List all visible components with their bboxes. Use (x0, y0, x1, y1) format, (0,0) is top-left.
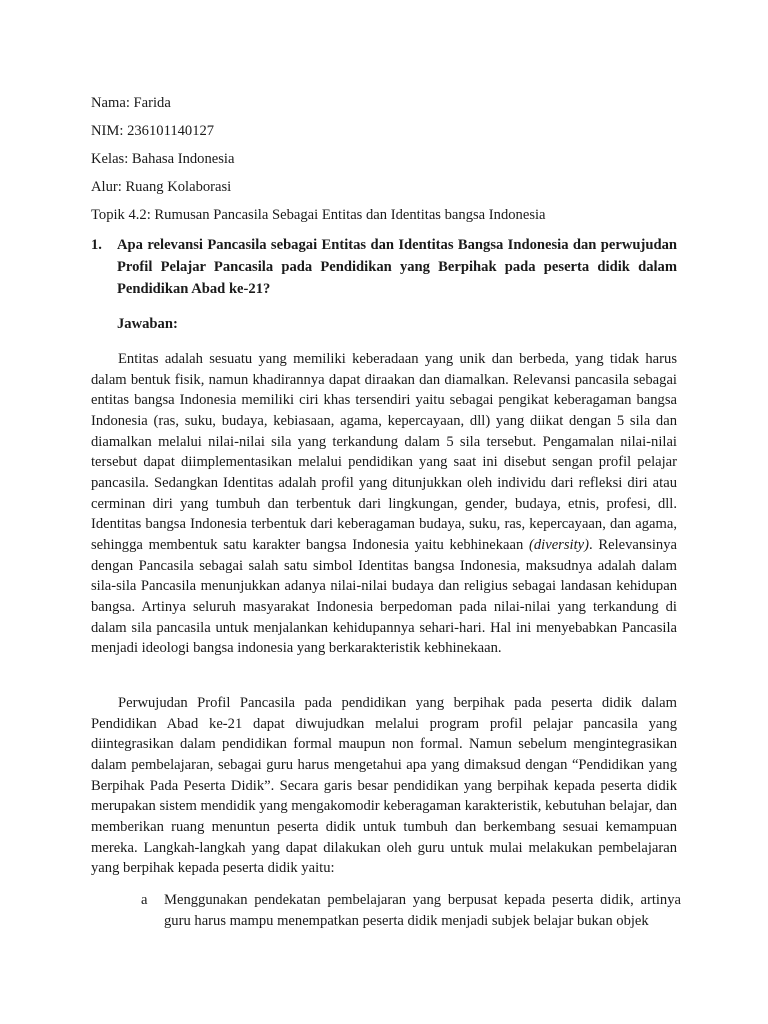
paragraph-1-italic: (diversity) (529, 536, 589, 553)
student-nim: NIM: 236101140127 (91, 123, 215, 139)
student-name: Nama: Farida (91, 95, 171, 111)
paragraph-1-text-b: . Relevansinya dengan Pancasila sebagai salah satu simbol Identitas bangsa Indonesia, maksudnya adalah dalam sila-sila Pancasila menunjukkan adanya nilai-nilai budaya dan religius sebagai landasan kehidupan bangsa. Artinya seluruh masyarakat Indonesia berpedoman pada nilai-nilai yang terkandung di dalam sila pancasila untuk menjalankan kehidupannya sehari-hari. Hal ini menyebabkan Pancasila menjadi ideologi bangsa indonesia yang berkarakteristik kebhinekaan. (91, 536, 677, 657)
topic-title: Topik 4.2: Rumusan Pancasila Sebagai Entitas dan Identitas bangsa Indonesia (91, 207, 546, 223)
answer-paragraph-2: Perwujudan Profil Pancasila pada pendidikan yang berpihak pada peserta didik dalam Pendidikan Abad ke-21 dapat diwujudkan melalui program profil pelajar pancasila yang diintegrasikan dalam pendidikan formal maupun non formal. Namun sebelum mengintegrasikan dalam pembelajaran, sebagai guru harus mengetahui apa yang dimaksud dengan “Pendidikan yang Berpihak Pada Peserta Didik”. Secara garis besar pendidikan yang berpihak kepada peserta didik merupakan sistem mendidik yang mengakomodir keberagaman karakteristik, kebutuhan belajar, dan memberikan ruang menuntun peserta didik untuk tumbuh dan berkembang sesuai kemampuan mereka. Langkah-langkah yang dapat dilakukan oleh guru untuk mulai melakukan pembelajaran yang berpihak kepada peserta didik yaitu: (91, 695, 677, 877)
student-track: Alur: Ruang Kolaborasi (91, 179, 232, 195)
paragraph-1-text-a: Entitas adalah sesuatu yang memiliki keberadaan yang unik dan berbeda, yang tidak harus dalam bentuk fisik, namun khadirannya dapat diraakan dan diamalkan. Relevansi pancasila sebagai entitas bangsa Indonesia memiliki ciri khas tersendiri yaitu sebagai pengikat keberagaman bangsa Indonesia (ras, suku, budaya, kebiasaan, agama, kepercayaan, dll) yang diikat dengan 5 sila dan diamalkan melalui nilai-nilai sila yang terkandung dalam 5 sila tersebut. Pengamalan nilai-nilai tersebut dapat diimplementasikan melalui pendidikan yang saat ini disebut sengan profil pelajar pancasila. Sedangkan Identitas adalah profil yang ditunjukkan oleh individu dari refleksi diri atau cerminan diri yang tumbuh dan terbentuk dari lingkungan, gender, budaya, etnis, profesi, dll. Identitas bangsa Indonesia terbentuk dari keberagaman budaya, suku, ras, kepercayaan, dan agama, sehingga membentuk satu karakter bangsa Indonesia yaitu kebhinekaan (91, 351, 677, 553)
student-class: Kelas: Bahasa Indonesia (91, 151, 235, 167)
list-item (141, 890, 681, 932)
question-text: Apa relevansi Pancasila sebagai Entitas dan Identitas Bangsa Indonesia dan perwujudan Profil Pelajar Pancasila pada Pendidikan yang Berpihak pada peserta didik dalam Pendidikan Abad ke-21? (117, 237, 677, 297)
answer-paragraph-1 (91, 349, 677, 659)
question-number: 1. (91, 237, 102, 253)
list-marker: a (141, 892, 148, 908)
answer-label: Jawaban: (117, 316, 178, 332)
list-item-text: Menggunakan pendekatan pembelajaran yang berpusat kepada peserta didik, artinya guru harus mampu menempatkan peserta didik menjadi subjek belajar bukan objek (164, 892, 681, 929)
